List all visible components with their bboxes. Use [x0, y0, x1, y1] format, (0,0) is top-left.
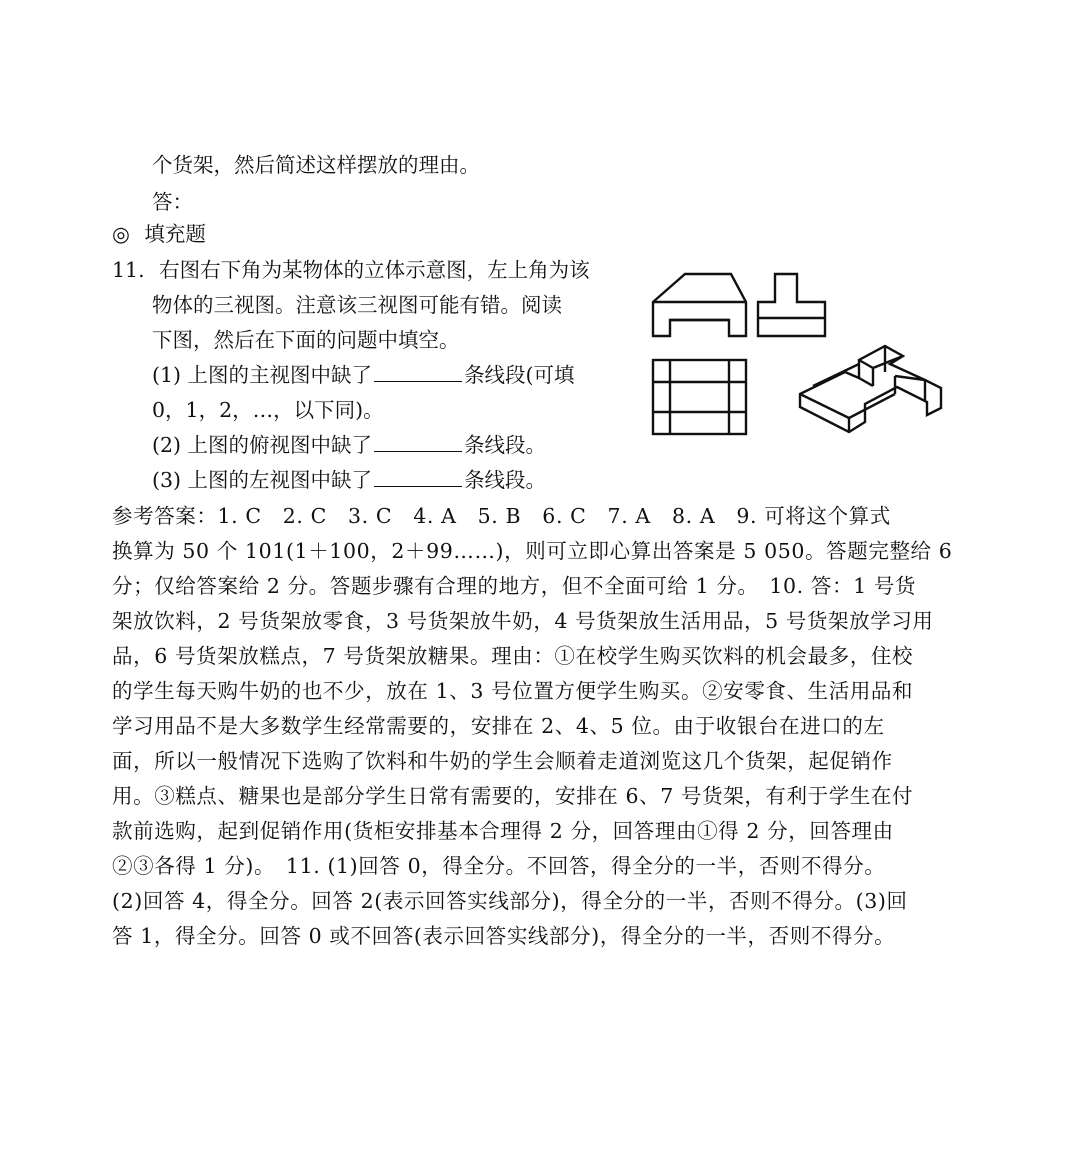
left-view-drawing — [758, 274, 825, 336]
q11-sub2-suffix: 条线段。 — [464, 433, 547, 457]
answer-line-1: 参考答案：1. C 2. C 3. C 4. A 5. B 6. C 7. A 8. A 9. 可将这个算式 — [112, 504, 891, 528]
answer-line-6: 的学生每天购牛奶的也不少，放在 1、3 号位置方便学生购买。②安零食、生活用品和 — [112, 679, 914, 703]
q11-sub2-prefix: (2) 上图的俯视图中缺了 — [152, 433, 373, 457]
q10-continuation-text: 个货架，然后简述这样摆放的理由。 — [152, 153, 480, 177]
q11-sub-question-1 — [152, 360, 575, 390]
isometric-view-drawing — [800, 346, 941, 432]
q11-figure-drawing — [645, 262, 950, 437]
q11-sub2-blank — [374, 431, 462, 452]
section-marker-icon: ◎ — [112, 222, 130, 246]
answer-line-11: ②③各得 1 分)。 11. (1)回答 0，得全分。不回答，得全分的一半，否则不得分。 — [112, 854, 886, 878]
q11-sub-question-3 — [152, 465, 546, 495]
front-view-drawing — [653, 274, 746, 336]
q11-stem-line-1 — [112, 255, 590, 285]
q11-sub-question-2 — [152, 430, 546, 460]
q11-stem-line-2: 物体的三视图。注意该三视图可能有错。阅读 — [152, 293, 562, 317]
answer-line-3: 分；仅给答案给 2 分。答题步骤有合理的地方，但不全面可给 1 分。 10. 答：1 号货 — [112, 574, 917, 598]
q11-number: 11. — [112, 258, 145, 282]
answer-line-13: 答 1，得全分。回答 0 或不回答(表示回答实线部分)，得全分的一半，否则不得分。 — [112, 924, 896, 948]
answer-line-5: 品，6 号货架放糕点，7 号货架放糖果。理由：①在校学生购买饮料的机会最多，住校 — [112, 644, 914, 668]
q11-stem-line-3: 下图，然后在下面的问题中填空。 — [152, 328, 460, 352]
section-heading — [112, 219, 206, 249]
q11-sub3-blank — [374, 466, 462, 487]
q11-sub1-blank — [374, 361, 462, 382]
q11-sub1-suffix: 条线段(可填 — [464, 363, 575, 387]
answer-line-9: 用。③糕点、糖果也是部分学生日常有需要的，安排在 6、7 号货架，有利于学生在付 — [112, 784, 914, 808]
q11-sub3-prefix: (3) 上图的左视图中缺了 — [152, 468, 373, 492]
q11-figure — [645, 262, 950, 437]
top-view-drawing — [653, 360, 746, 434]
answer-line-2: 换算为 50 个 101(1＋100，2＋99……)，则可立即心算出答案是 5 050。答题完整给 6 — [112, 539, 953, 563]
q11-sub1-continuation: 0，1，2，…，以下同)。 — [152, 398, 384, 422]
answer-line-10: 款前选购，起到促销作用(货柜安排基本合理得 2 分，回答理由①得 2 分，回答理由 — [112, 819, 894, 843]
q11-sub1-prefix: (1) 上图的主视图中缺了 — [152, 363, 373, 387]
answer-line-12: (2)回答 4，得全分。回答 2(表示回答实线部分)，得全分的一半，否则不得分。(3)回 — [112, 889, 908, 913]
q11-stem-text-1: 右图右下角为某物体的立体示意图，左上角为该 — [159, 258, 590, 282]
q11-sub3-suffix: 条线段。 — [464, 468, 547, 492]
section-title: 填充题 — [144, 222, 206, 246]
q10-answer-label: 答： — [152, 190, 193, 214]
answer-line-4: 架放饮料，2 号货架放零食，3 号货架放牛奶，4 号货架放生活用品，5 号货架放学习用 — [112, 609, 934, 633]
answer-line-8: 面，所以一般情况下选购了饮料和牛奶的学生会顺着走道浏览这几个货架，起促销作 — [112, 749, 893, 773]
answer-line-7: 学习用品不是大多数学生经常需要的，安排在 2、4、5 位。由于收银台在进口的左 — [112, 714, 885, 738]
